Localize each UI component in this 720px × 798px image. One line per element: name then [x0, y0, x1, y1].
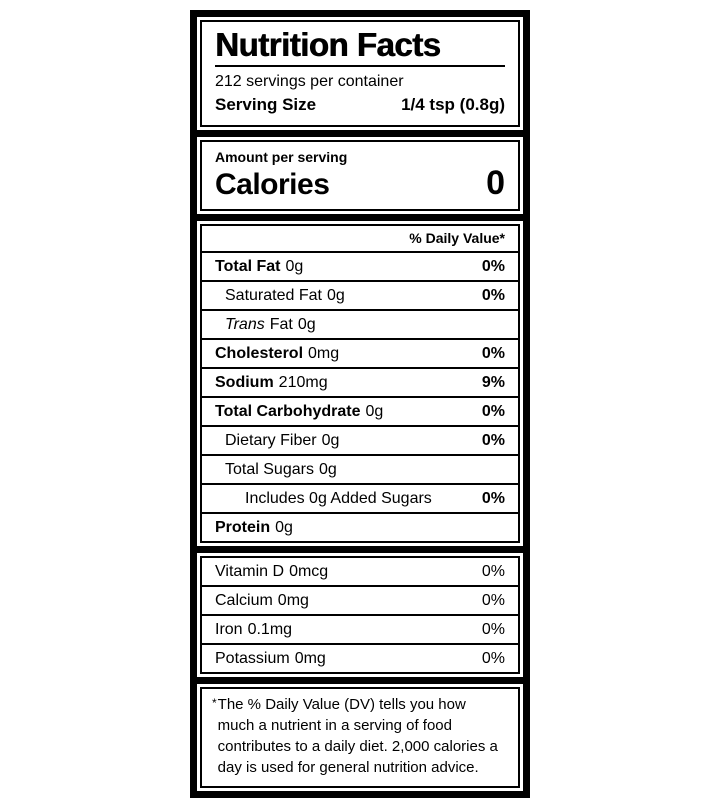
nutrient-row [202, 309, 518, 338]
vitamin-amount: 0mcg [289, 562, 329, 580]
nutrient-name [215, 489, 432, 508]
nutrient-row [202, 338, 518, 367]
vitamin-name [215, 562, 328, 581]
title-divider [215, 65, 505, 67]
vitamin-amount: 0.1mg [247, 620, 293, 638]
nutrient-name [215, 431, 339, 450]
nutrients-section [200, 224, 520, 543]
nutrient-row [202, 396, 518, 425]
vitamin-daily-value: 0% [481, 620, 505, 638]
vitamin-row [202, 585, 518, 614]
vitamin-rows [202, 558, 518, 672]
nutrient-amount: 0g [318, 460, 337, 478]
calories-section [200, 140, 520, 211]
vitamin-name-text: Vitamin D [215, 562, 285, 580]
nutrient-name [215, 402, 383, 421]
nutrient-amount: 210mg [278, 373, 328, 391]
vitamin-daily-value: 0% [481, 591, 505, 609]
vitamin-row [202, 558, 518, 585]
nutrient-name-text: Saturated Fat [225, 286, 322, 304]
vitamin-name [215, 620, 292, 639]
nutrient-daily-value: 9% [481, 373, 505, 391]
nutrient-name [215, 518, 293, 537]
nutrient-name-text: Total Carbohydrate [215, 402, 361, 420]
nutrient-amount: 0g [275, 518, 293, 536]
nutrient-daily-value: 0% [481, 344, 505, 362]
vitamin-row [202, 614, 518, 643]
nutrient-amount: 0g [365, 402, 384, 420]
nutrient-amount: 0g [321, 431, 340, 449]
nutrient-name-text: Includes 0g Added Sugars [245, 489, 432, 507]
label-title: Nutrition Facts [215, 26, 441, 63]
serving-size-row [215, 93, 505, 117]
nutrient-name [215, 344, 339, 363]
nutrient-row [202, 425, 518, 454]
nutrient-row [202, 253, 518, 280]
calories-row [215, 163, 505, 202]
footnote [212, 694, 505, 778]
nutrient-amount: 0g [326, 286, 345, 304]
vitamin-name [215, 591, 309, 610]
section-divider-bar [197, 546, 523, 553]
nutrient-row [202, 454, 518, 483]
footnote-section [200, 687, 520, 788]
nutrient-daily-value: 0% [481, 286, 505, 304]
vitamins-section [200, 556, 520, 674]
vitamin-daily-value: 0% [481, 562, 505, 580]
nutrient-name [215, 257, 303, 276]
nutrient-daily-value: 0% [481, 431, 505, 449]
section-divider-bar [197, 214, 523, 221]
vitamin-name-text: Potassium [215, 649, 290, 667]
nutrient-rows [202, 253, 518, 541]
nutrition-facts-label [190, 10, 530, 798]
section-divider-bar [197, 677, 523, 684]
nutrient-name-text: Protein [215, 518, 271, 536]
nutrient-name [215, 286, 345, 305]
nutrient-name [215, 315, 316, 334]
footnote-text: The % Daily Value (DV) tells you how much a nutrient in a serving of food contributes to a daily diet. 2,000 calories a day is used for general nutrition advice. [217, 695, 498, 776]
nutrient-daily-value: 0% [481, 402, 505, 420]
servings-per-container: 212 servings per container [215, 72, 404, 90]
nutrient-row [202, 280, 518, 309]
nutrient-row [202, 483, 518, 512]
serving-size-value: 1/4 tsp (0.8g) [401, 94, 505, 114]
header-section [200, 20, 520, 127]
footnote-asterisk: * [212, 695, 217, 710]
nutrient-daily-value: 0% [481, 257, 505, 275]
vitamin-name-text: Iron [215, 620, 243, 638]
nutrient-name-text: Fat [269, 315, 293, 333]
nutrient-name-text: Total Sugars [225, 460, 314, 478]
nutrient-name-text: Total Fat [215, 257, 281, 275]
nutrient-name [215, 460, 337, 479]
vitamin-amount: 0mg [294, 649, 326, 667]
nutrient-name-text: Cholesterol [215, 344, 304, 362]
nutrient-name-text: Sodium [215, 373, 274, 391]
nutrient-row [202, 367, 518, 396]
vitamin-name-text: Calcium [215, 591, 273, 609]
vitamin-amount: 0mg [277, 591, 309, 609]
vitamin-row [202, 643, 518, 672]
vitamin-daily-value: 0% [481, 649, 505, 667]
nutrient-name-text: Dietary Fiber [225, 431, 317, 449]
nutrient-amount: 0g [297, 315, 316, 333]
amount-per-serving-label: Amount per serving [215, 148, 348, 165]
nutrient-amount: 0g [285, 257, 304, 275]
nutrient-row [202, 512, 518, 541]
nutrient-name-italic: Trans [225, 315, 265, 333]
nutrient-amount: 0mg [308, 344, 340, 362]
section-divider-bar [197, 130, 523, 137]
nutrient-name [215, 373, 328, 392]
nutrient-daily-value: 0% [481, 489, 505, 507]
calories-label: Calories [215, 167, 330, 201]
daily-value-header: % Daily Value* [202, 226, 518, 253]
calories-value: 0 [486, 163, 505, 202]
vitamin-name [215, 649, 326, 668]
serving-size-label: Serving Size [215, 94, 317, 114]
